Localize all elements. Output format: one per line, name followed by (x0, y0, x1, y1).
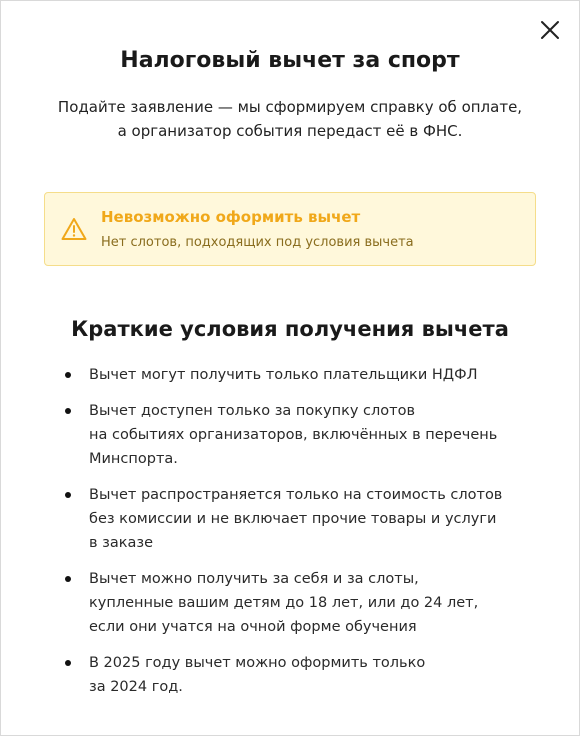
alert-text: Нет слотов, подходящих под условия вычета (101, 235, 414, 250)
alert-title: Невозможно оформить вычет (101, 208, 361, 226)
conditions-title: Краткие условия получения вычета (71, 317, 509, 341)
warning-alert (44, 192, 536, 266)
warning-icon (61, 217, 87, 241)
close-button[interactable] (537, 17, 563, 43)
modal-subtitle: Подайте заявление — мы сформируем справку об оплате, а организатор события передаст её в ФНС. (57, 98, 523, 140)
conditions-list (89, 363, 559, 711)
modal-title: Налоговый вычет за спорт (120, 48, 460, 73)
list-item: В 2025 году вычет можно оформить только за 2024 год. (89, 651, 559, 699)
list-item: Вычет могут получить только плательщики НДФЛ (89, 363, 559, 387)
list-item: Вычет распространяется только на стоимость слотов без комиссии и не включает прочие товары и услуги в заказе (89, 483, 559, 555)
list-item: Вычет можно получить за себя и за слоты, купленные вашим детям до 18 лет, или до 24 лет, если они учатся на очной форме обучения (89, 567, 559, 639)
list-item: Вычет доступен только за покупку слотов на событиях организаторов, включённых в перечень Минспорта. (89, 399, 559, 471)
close-icon (540, 20, 560, 40)
